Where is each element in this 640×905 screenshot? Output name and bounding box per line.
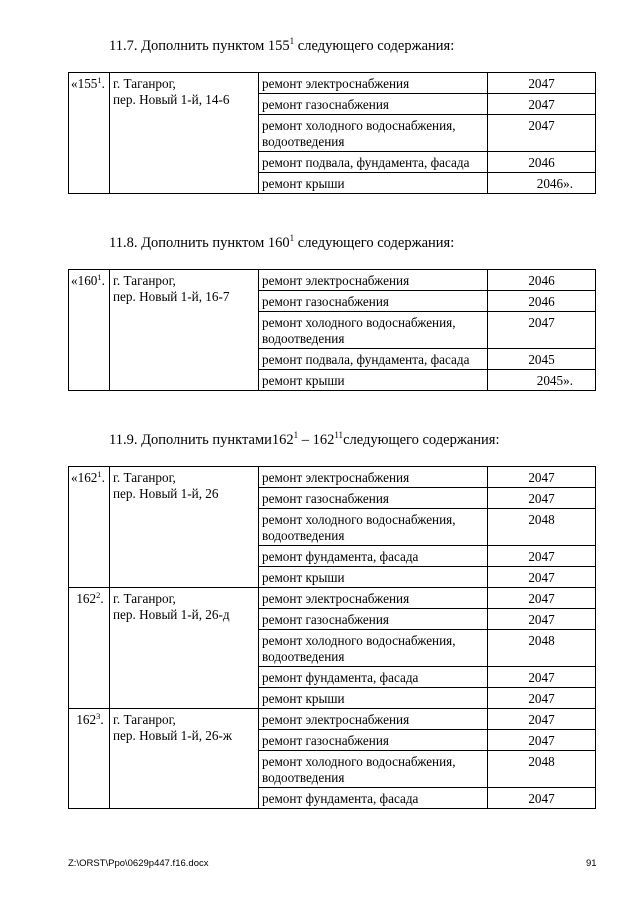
work-year: 2046». bbox=[488, 173, 596, 194]
work-year: 2047 bbox=[488, 73, 596, 94]
work-year: 2045». bbox=[488, 370, 596, 391]
work-year: 2047 bbox=[488, 488, 596, 509]
entry-address: г. Таганрог, пер. Новый 1-й, 26-ж bbox=[110, 709, 259, 809]
work-type: ремонт подвала, фундамента, фасада bbox=[259, 349, 488, 370]
work-type: ремонт холодного водоснабжения, водоотведения bbox=[259, 115, 488, 152]
entry-address: г. Таганрог, пер. Новый 1-й, 16-7 bbox=[110, 270, 259, 391]
table-row bbox=[69, 270, 596, 291]
table-row bbox=[69, 467, 596, 488]
table-row bbox=[69, 709, 596, 730]
work-year: 2047 bbox=[488, 730, 596, 751]
register-table bbox=[68, 72, 596, 194]
work-type: ремонт фундамента, фасада bbox=[259, 546, 488, 567]
entry-number: $162^3$. bbox=[69, 709, 110, 809]
work-type: ремонт фундамента, фасада bbox=[259, 667, 488, 688]
work-type: ремонт электроснабжения bbox=[259, 709, 488, 730]
table-row bbox=[69, 73, 596, 94]
entry-address: г. Таганрог, пер. Новый 1-й, 26 bbox=[110, 467, 259, 588]
work-year: 2047 bbox=[488, 546, 596, 567]
work-type: ремонт газоснабжения bbox=[259, 291, 488, 312]
work-year: 2047 bbox=[488, 688, 596, 709]
entry-number: «$155^1$. bbox=[69, 73, 110, 194]
work-type: ремонт электроснабжения bbox=[259, 588, 488, 609]
work-type: ремонт холодного водоснабжения, водоотведения bbox=[259, 312, 488, 349]
register-table bbox=[68, 269, 596, 391]
work-type: ремонт электроснабжения bbox=[259, 270, 488, 291]
section-heading: 11.7. Дополнить пунктом $155^1$ следующего содержания: bbox=[109, 36, 455, 54]
work-year: 2048 bbox=[488, 751, 596, 788]
entry-address: г. Таганрог, пер. Новый 1-й, 26-д bbox=[110, 588, 259, 709]
work-year: 2047 bbox=[488, 609, 596, 630]
work-year: 2046 bbox=[488, 291, 596, 312]
footer-file-path: Z:\ORST\Ppo\0629p447.f16.docx bbox=[68, 858, 209, 869]
work-type: ремонт газоснабжения bbox=[259, 730, 488, 751]
work-type: ремонт холодного водоснабжения, водоотведения bbox=[259, 509, 488, 546]
work-year: 2047 bbox=[488, 588, 596, 609]
work-year: 2048 bbox=[488, 630, 596, 667]
work-year: 2047 bbox=[488, 115, 596, 152]
work-year: 2047 bbox=[488, 709, 596, 730]
section-heading: 11.8. Дополнить пунктом $160^1$ следующего содержания: bbox=[109, 233, 455, 251]
work-year: 2047 bbox=[488, 94, 596, 115]
work-type: ремонт газоснабжения bbox=[259, 488, 488, 509]
work-type: ремонт газоснабжения bbox=[259, 609, 488, 630]
work-year: 2047 bbox=[488, 567, 596, 588]
work-type: ремонт крыши bbox=[259, 370, 488, 391]
work-year: 2045 bbox=[488, 349, 596, 370]
entry-number: «$162^1$. bbox=[69, 467, 110, 588]
work-type: ремонт подвала, фундамента, фасада bbox=[259, 152, 488, 173]
work-year: 2048 bbox=[488, 509, 596, 546]
register-table bbox=[68, 466, 596, 809]
work-year: 2046 bbox=[488, 270, 596, 291]
work-year: 2047 bbox=[488, 312, 596, 349]
work-type: ремонт холодного водоснабжения, водоотведения bbox=[259, 751, 488, 788]
footer-page-number: 91 bbox=[586, 858, 597, 869]
work-type: ремонт фундамента, фасада bbox=[259, 788, 488, 809]
work-type: ремонт газоснабжения bbox=[259, 94, 488, 115]
work-type: ремонт холодного водоснабжения, водоотведения bbox=[259, 630, 488, 667]
work-type: ремонт крыши bbox=[259, 567, 488, 588]
table-row bbox=[69, 588, 596, 609]
entry-number: $162^2$. bbox=[69, 588, 110, 709]
work-year: 2047 bbox=[488, 788, 596, 809]
work-type: ремонт крыши bbox=[259, 173, 488, 194]
entry-address: г. Таганрог, пер. Новый 1-й, 14-6 bbox=[110, 73, 259, 194]
section-heading: 11.9. Дополнить $пунктами162^1$ – $162^{11}следующего$ содержания: bbox=[109, 430, 500, 448]
work-year: 2047 bbox=[488, 467, 596, 488]
work-year: 2047 bbox=[488, 667, 596, 688]
entry-number: «$160^1$. bbox=[69, 270, 110, 391]
work-year: 2046 bbox=[488, 152, 596, 173]
work-type: ремонт электроснабжения bbox=[259, 467, 488, 488]
work-type: ремонт электроснабжения bbox=[259, 73, 488, 94]
work-type: ремонт крыши bbox=[259, 688, 488, 709]
